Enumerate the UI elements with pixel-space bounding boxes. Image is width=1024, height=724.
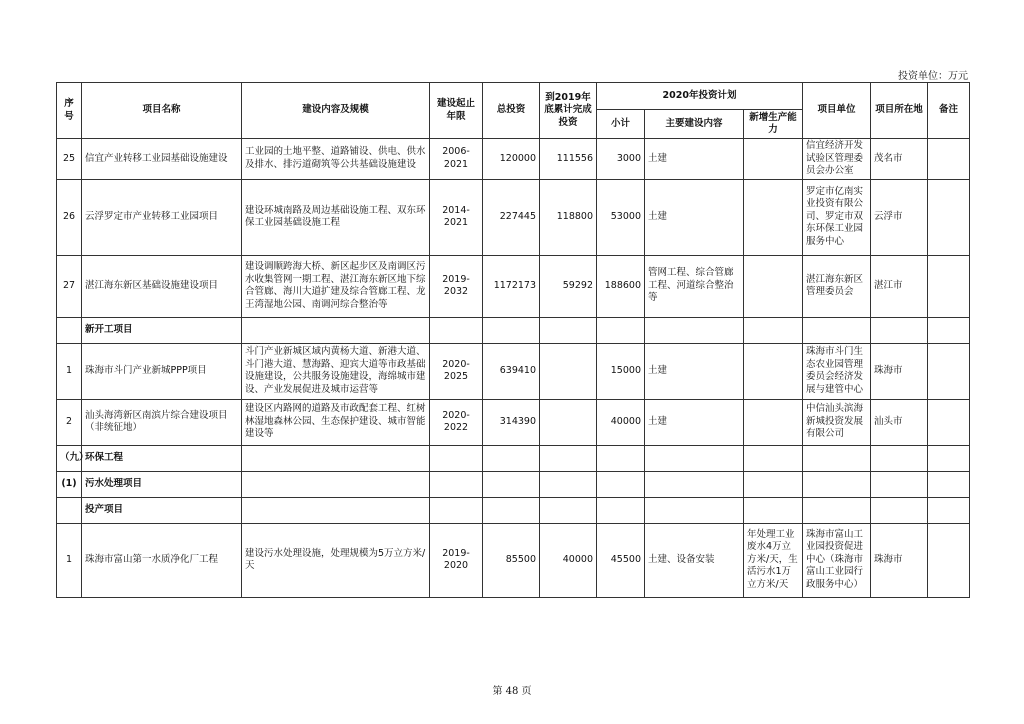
- header-new-capacity: 新增生产能力: [744, 110, 803, 139]
- table-row: [57, 255, 970, 317]
- section-env-seq: （九）: [57, 445, 82, 471]
- cell-cumulative: 59292: [540, 255, 597, 317]
- cell-seq: 1: [57, 343, 82, 399]
- cell-unit: 罗定市亿南实业投资有限公司、罗定市双东环保工业园服务中心: [803, 179, 871, 255]
- cell-remarks: [928, 179, 970, 255]
- cell-location: 珠海市: [871, 523, 928, 597]
- header-plan2020: 2020年投资计划: [597, 83, 803, 110]
- cell-main-content: 土建: [645, 179, 744, 255]
- cell-total: 1172173: [483, 255, 540, 317]
- cell-cumulative: 40000: [540, 523, 597, 597]
- cell-content: 斗门产业新城区域内黄杨大道、新港大道、斗门港大道、慧海路、迎宾大道等市政基础设施建设，公共服务设施建设，海绵城市建设、产业发展促进及城市运营等: [242, 343, 430, 399]
- cell-location: 茂名市: [871, 139, 928, 180]
- cell-period: 2019-2032: [430, 255, 483, 317]
- cell-content: 建设调顺跨海大桥、新区起步区及南调区污水收集管网一期工程、湛江海东新区地下综合管廊、海川大道扩建及综合管廊工程、龙王湾湿地公园、南调河综合整治等: [242, 255, 430, 317]
- cell-content: 建设区内路网的道路及市政配套工程、红树林湿地森林公园、生态保护建设、城市智能建设等: [242, 399, 430, 445]
- header-location: 项目所在地: [871, 83, 928, 139]
- cell-remarks: [928, 523, 970, 597]
- table-row: [57, 399, 970, 445]
- cell-period: 2014-2021: [430, 179, 483, 255]
- section-row: [57, 471, 970, 497]
- section-row: [57, 317, 970, 343]
- cell-remarks: [928, 343, 970, 399]
- cell-total: 314390: [483, 399, 540, 445]
- cell-seq: 26: [57, 179, 82, 255]
- cell-period: 2020-2025: [430, 343, 483, 399]
- cell-cumulative: [540, 343, 597, 399]
- cell-remarks: [928, 139, 970, 180]
- header-main-content: 主要建设内容: [645, 110, 744, 139]
- cell-unit: 中信汕头滨海新城投资发展有限公司: [803, 399, 871, 445]
- cell-subtotal: 40000: [597, 399, 645, 445]
- cell-location: 云浮市: [871, 179, 928, 255]
- cell-main-content: 土建: [645, 399, 744, 445]
- cell-subtotal: 45500: [597, 523, 645, 597]
- cell-main-content: 管网工程、综合管廊工程、河道综合整治等: [645, 255, 744, 317]
- section-env-title: 环保工程: [82, 445, 242, 471]
- cell-total: 639410: [483, 343, 540, 399]
- cell-content: 建设环城南路及周边基础设施工程、双东环保工业园基础设施工程: [242, 179, 430, 255]
- cell-name: 汕头海湾新区南滨片综合建设项目（非统征地）: [82, 399, 242, 445]
- table-row: [57, 523, 970, 597]
- header-unit: 项目单位: [803, 83, 871, 139]
- table-row: [57, 139, 970, 180]
- cell-new-capacity: 年处理工业废水4万立方米/天，生活污水1万立方米/天: [744, 523, 803, 597]
- cell-seq: 1: [57, 523, 82, 597]
- cell-subtotal: 15000: [597, 343, 645, 399]
- table-row: [57, 179, 970, 255]
- section-sewage-title: 污水处理项目: [82, 471, 242, 497]
- cell-remarks: [928, 255, 970, 317]
- header-name: 项目名称: [82, 83, 242, 139]
- header-seq: 序号: [57, 83, 82, 139]
- section-row: [57, 497, 970, 523]
- section-new-title: 新开工项目: [82, 317, 242, 343]
- cell-period: 2006-2021: [430, 139, 483, 180]
- cell-name: 珠海市富山第一水质净化厂工程: [82, 523, 242, 597]
- page-number: 第 48 页: [492, 686, 532, 697]
- cell-name: 湛江海东新区基础设施建设项目: [82, 255, 242, 317]
- cell-unit: 珠海市富山工业园投资促进中心（珠海市富山工业园行政服务中心）: [803, 523, 871, 597]
- cell-total: 120000: [483, 139, 540, 180]
- cell-remarks: [928, 399, 970, 445]
- cell-seq: 2: [57, 399, 82, 445]
- cell-total: 227445: [483, 179, 540, 255]
- cell-new-capacity: [744, 179, 803, 255]
- cell-period: 2020-2022: [430, 399, 483, 445]
- cell-cumulative: 118800: [540, 179, 597, 255]
- cell-location: 汕头市: [871, 399, 928, 445]
- cell-main-content: 土建: [645, 139, 744, 180]
- header-subtotal: 小计: [597, 110, 645, 139]
- cell-total: 85500: [483, 523, 540, 597]
- cell-cumulative: [540, 399, 597, 445]
- header-total: 总投资: [483, 83, 540, 139]
- cell-location: 珠海市: [871, 343, 928, 399]
- cell-subtotal: 188600: [597, 255, 645, 317]
- cell-seq: 27: [57, 255, 82, 317]
- header-remarks: 备注: [928, 83, 970, 139]
- cell-location: 湛江市: [871, 255, 928, 317]
- cell-subtotal: 53000: [597, 179, 645, 255]
- section-row: [57, 445, 970, 471]
- cell-unit: 湛江海东新区管理委员会: [803, 255, 871, 317]
- section-prod-title: 投产项目: [82, 497, 242, 523]
- cell-new-capacity: [744, 139, 803, 180]
- cell-content: 建设污水处理设施，处理规模为5万立方米/天: [242, 523, 430, 597]
- cell-subtotal: 3000: [597, 139, 645, 180]
- header-content: 建设内容及规模: [242, 83, 430, 139]
- header-cumulative: 到2019年底累计完成投资: [540, 83, 597, 139]
- cell-period: 2019-2020: [430, 523, 483, 597]
- cell-new-capacity: [744, 255, 803, 317]
- section-sewage-seq: (1): [57, 471, 82, 497]
- cell-name: 云浮罗定市产业转移工业园项目: [82, 179, 242, 255]
- cell-seq: 25: [57, 139, 82, 180]
- table-row: [57, 343, 970, 399]
- cell-new-capacity: [744, 399, 803, 445]
- header-period: 建设起止年限: [430, 83, 483, 139]
- project-table: [56, 82, 970, 598]
- cell-name: 珠海市斗门产业新城PPP项目: [82, 343, 242, 399]
- cell-content: 工业园的土地平整、道路铺设、供电、供水及排水、排污道砌筑等公共基础设施建设: [242, 139, 430, 180]
- cell-new-capacity: [744, 343, 803, 399]
- investment-unit-label: 投资单位：万元: [898, 71, 968, 82]
- cell-cumulative: 111556: [540, 139, 597, 180]
- cell-unit: 信宜经济开发试验区管理委员会办公室: [803, 139, 871, 180]
- cell-name: 信宜产业转移工业园基础设施建设: [82, 139, 242, 180]
- cell-main-content: 土建、设备安装: [645, 523, 744, 597]
- cell-main-content: 土建: [645, 343, 744, 399]
- cell-unit: 珠海市斗门生态农业园管理委员会经济发展与建管中心: [803, 343, 871, 399]
